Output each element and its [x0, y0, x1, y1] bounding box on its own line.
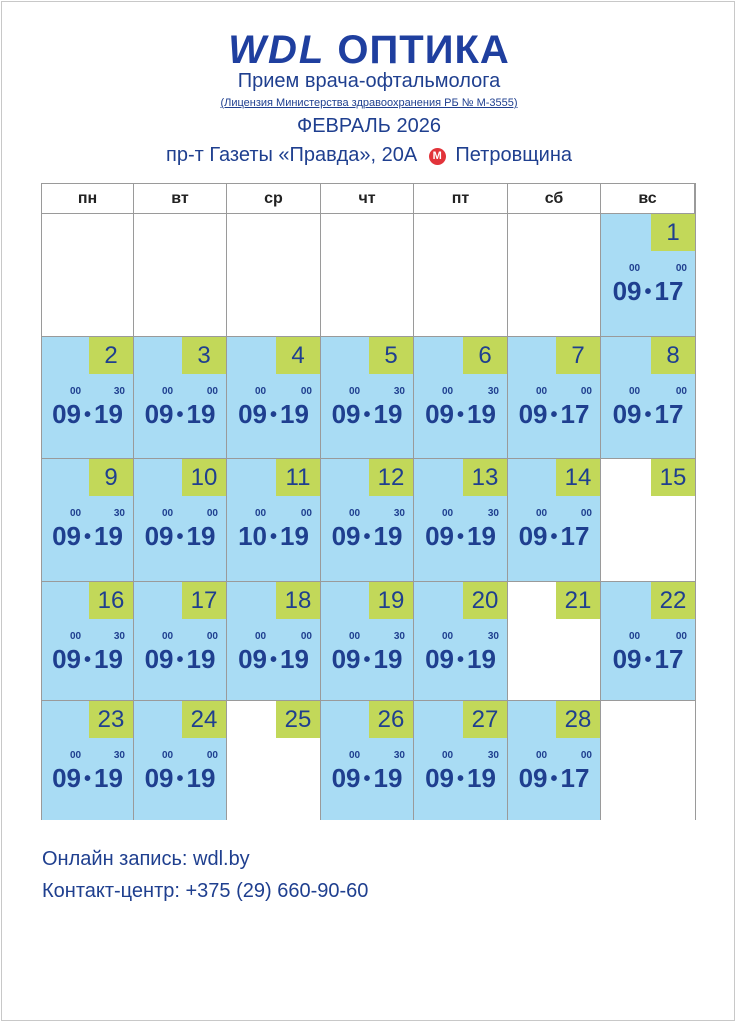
close-hour: 17: [654, 399, 684, 429]
open-minutes: 00: [70, 631, 82, 642]
calendar-day-cell: [321, 701, 414, 820]
separator-dot: •: [83, 768, 91, 790]
close-minutes: 00: [206, 386, 218, 397]
working-hours: [42, 644, 133, 675]
metro-icon: М: [429, 148, 446, 165]
calendar-day-cell: [601, 582, 695, 701]
calendar-day-cell: [601, 459, 695, 582]
calendar-day-cell: [134, 337, 227, 459]
working-hours: [134, 644, 226, 675]
working-hours: [321, 763, 413, 794]
open-minutes: 00: [70, 386, 82, 397]
day-number: 2: [89, 337, 133, 374]
separator-dot: •: [83, 526, 91, 548]
close-minutes: 00: [300, 508, 312, 519]
day-number: 24: [182, 701, 226, 738]
open-minutes: 00: [255, 508, 267, 519]
close-minutes: 30: [487, 386, 499, 397]
day-number: 28: [556, 701, 600, 738]
calendar-day-cell: [227, 582, 321, 701]
close-minutes: 30: [113, 750, 125, 761]
calendar-day-cell: [601, 337, 695, 459]
open-minutes: 00: [349, 508, 361, 519]
close-hour: 19: [94, 399, 123, 429]
separator-dot: •: [644, 649, 652, 671]
working-hours: [414, 763, 507, 794]
open-hour: 09: [612, 644, 642, 674]
logo: [0, 28, 738, 73]
working-hours: [601, 644, 695, 675]
separator-dot: •: [83, 404, 91, 426]
separator-dot: •: [550, 526, 558, 548]
calendar-day-cell: [134, 582, 227, 701]
open-hour: 09: [518, 521, 548, 551]
working-hours: [601, 276, 695, 307]
close-minutes: 00: [206, 508, 218, 519]
separator-dot: •: [644, 404, 652, 426]
page-subtitle: Прием врача-офтальмолога: [237, 70, 501, 92]
weekday-header: пт: [414, 184, 508, 214]
close-minutes: 00: [580, 750, 592, 761]
open-minutes: 00: [536, 386, 548, 397]
open-minutes: 00: [442, 631, 454, 642]
calendar-day-cell: [508, 337, 601, 459]
license-note: (Лицензия Министерства здравоохранения РБ № М-3555): [220, 97, 518, 109]
working-hours: [134, 521, 226, 552]
open-hour: 09: [331, 644, 361, 674]
working-hours: [508, 763, 600, 794]
close-hour: 19: [373, 763, 403, 793]
day-number: 12: [369, 459, 413, 496]
open-hour: 09: [144, 399, 174, 429]
working-hours: [227, 644, 320, 675]
close-minutes: 30: [113, 508, 125, 519]
calendar-day-cell: [42, 459, 134, 582]
close-hour: 17: [560, 763, 590, 793]
close-hour: 19: [94, 644, 123, 674]
calendar-day-cell: [414, 459, 508, 582]
close-minutes: 30: [393, 386, 405, 397]
open-minutes: 00: [162, 386, 174, 397]
working-hours: [42, 399, 133, 430]
separator-dot: •: [456, 768, 464, 790]
calendar-empty-cell: [414, 214, 508, 337]
close-minutes: 00: [675, 386, 687, 397]
close-minutes: 00: [675, 631, 687, 642]
calendar-empty-cell: [227, 214, 321, 337]
close-minutes: 00: [300, 386, 312, 397]
close-hour: 19: [467, 644, 496, 674]
open-minutes: 00: [255, 386, 267, 397]
calendar-day-cell: [321, 459, 414, 582]
day-number: 17: [182, 582, 226, 619]
close-hour: 19: [373, 399, 403, 429]
open-minutes: 00: [70, 750, 82, 761]
separator-dot: •: [550, 768, 558, 790]
close-minutes: 00: [206, 750, 218, 761]
separator-dot: •: [176, 768, 184, 790]
calendar-day-cell: [414, 337, 508, 459]
separator-dot: •: [269, 526, 277, 548]
open-minutes: 00: [162, 508, 174, 519]
open-minutes: 00: [162, 631, 174, 642]
calendar-day-cell: [601, 214, 695, 337]
weekday-header: ср: [227, 184, 321, 214]
separator-dot: •: [176, 526, 184, 548]
working-hours: [227, 399, 320, 430]
open-minutes: 00: [629, 263, 641, 274]
open-minutes: 00: [442, 508, 454, 519]
calendar-empty-cell: [508, 214, 601, 337]
open-minutes: 00: [349, 631, 361, 642]
close-hour: 19: [280, 521, 309, 551]
day-number: 23: [89, 701, 133, 738]
logo-brand: WDL: [228, 28, 326, 72]
separator-dot: •: [550, 404, 558, 426]
close-minutes: 00: [580, 386, 592, 397]
day-number: 21: [556, 582, 600, 619]
separator-dot: •: [363, 526, 371, 548]
working-hours: [42, 521, 133, 552]
logo-word: ОПТИКА: [337, 28, 510, 72]
working-hours: [601, 399, 695, 430]
page-title: ФЕВРАЛЬ 2026: [297, 115, 441, 137]
close-hour: 19: [467, 763, 496, 793]
separator-dot: •: [269, 649, 277, 671]
open-hour: 09: [331, 521, 361, 551]
weekday-header: сб: [508, 184, 601, 214]
open-minutes: 00: [442, 750, 454, 761]
working-hours: [134, 399, 226, 430]
close-hour: 19: [186, 644, 216, 674]
open-hour: 09: [52, 644, 81, 674]
day-number: 26: [369, 701, 413, 738]
open-minutes: 00: [162, 750, 174, 761]
open-hour: 09: [612, 276, 642, 306]
calendar-empty-cell: [321, 214, 414, 337]
close-minutes: 00: [206, 631, 218, 642]
contact-center: Контакт-центр: +375 (29) 660-90-60: [42, 880, 369, 902]
separator-dot: •: [456, 649, 464, 671]
close-hour: 19: [373, 644, 403, 674]
separator-dot: •: [176, 404, 184, 426]
day-number: 13: [463, 459, 507, 496]
calendar-day-cell: [321, 337, 414, 459]
day-number: 22: [651, 582, 695, 619]
open-minutes: 00: [255, 631, 267, 642]
day-number: 11: [276, 459, 320, 496]
day-number: 20: [463, 582, 507, 619]
separator-dot: •: [456, 404, 464, 426]
close-minutes: 00: [580, 508, 592, 519]
calendar-grid: [41, 183, 696, 820]
day-number: 15: [651, 459, 695, 496]
calendar-day-cell: [227, 459, 321, 582]
calendar-day-cell: [42, 701, 134, 820]
day-number: 16: [89, 582, 133, 619]
open-hour: 09: [612, 399, 642, 429]
address-line: [0, 144, 738, 167]
working-hours: [414, 644, 507, 675]
day-number: 9: [89, 459, 133, 496]
open-minutes: 00: [442, 386, 454, 397]
separator-dot: •: [176, 649, 184, 671]
address-text: пр-т Газеты «Правда», 20А: [166, 144, 418, 166]
day-number: 1: [651, 214, 695, 251]
close-hour: 19: [280, 644, 309, 674]
weekday-header: пн: [42, 184, 134, 214]
close-minutes: 00: [675, 263, 687, 274]
open-hour: 09: [425, 521, 454, 551]
separator-dot: •: [456, 526, 464, 548]
calendar-day-cell: [134, 701, 227, 820]
day-number: 25: [276, 701, 320, 738]
open-hour: 09: [331, 399, 361, 429]
working-hours: [414, 521, 507, 552]
calendar-empty-cell: [134, 214, 227, 337]
day-number: 19: [369, 582, 413, 619]
day-number: 6: [463, 337, 507, 374]
calendar-empty-cell: [42, 214, 134, 337]
open-hour: 09: [425, 399, 454, 429]
close-minutes: 30: [393, 750, 405, 761]
open-hour: 09: [238, 399, 267, 429]
day-number: 27: [463, 701, 507, 738]
open-hour: 09: [52, 521, 81, 551]
day-number: 3: [182, 337, 226, 374]
calendar-day-cell: [227, 701, 321, 820]
close-hour: 19: [467, 399, 496, 429]
close-hour: 19: [186, 521, 216, 551]
calendar-day-cell: [42, 337, 134, 459]
close-hour: 19: [373, 521, 403, 551]
close-hour: 19: [94, 763, 123, 793]
close-minutes: 30: [113, 386, 125, 397]
open-hour: 09: [144, 521, 174, 551]
open-hour: 09: [144, 644, 174, 674]
working-hours: [508, 521, 600, 552]
weekday-header: вс: [601, 184, 695, 214]
open-minutes: 00: [629, 631, 641, 642]
open-minutes: 00: [349, 750, 361, 761]
open-minutes: 00: [536, 750, 548, 761]
open-hour: 09: [518, 399, 548, 429]
close-minutes: 30: [487, 508, 499, 519]
calendar-day-cell: [42, 582, 134, 701]
working-hours: [227, 521, 320, 552]
close-hour: 19: [280, 399, 309, 429]
close-minutes: 30: [393, 508, 405, 519]
day-number: 14: [556, 459, 600, 496]
calendar-empty-cell: [601, 701, 695, 820]
day-number: 8: [651, 337, 695, 374]
weekday-header: вт: [134, 184, 227, 214]
open-hour: 09: [52, 763, 81, 793]
metro-station: Петровщина: [455, 144, 572, 166]
separator-dot: •: [644, 281, 652, 303]
close-minutes: 30: [393, 631, 405, 642]
open-hour: 09: [144, 763, 174, 793]
calendar-day-cell: [508, 701, 601, 820]
close-hour: 19: [467, 521, 496, 551]
online-booking: Онлайн запись: wdl.by: [42, 848, 250, 870]
open-minutes: 00: [70, 508, 82, 519]
open-hour: 09: [52, 399, 81, 429]
close-minutes: 30: [487, 631, 499, 642]
calendar-day-cell: [508, 582, 601, 701]
open-hour: 10: [238, 521, 267, 551]
close-minutes: 30: [487, 750, 499, 761]
close-hour: 19: [94, 521, 123, 551]
separator-dot: •: [269, 404, 277, 426]
close-minutes: 00: [300, 631, 312, 642]
open-hour: 09: [331, 763, 361, 793]
close-hour: 17: [560, 521, 590, 551]
weekday-header: чт: [321, 184, 414, 214]
calendar-day-cell: [321, 582, 414, 701]
open-hour: 09: [238, 644, 267, 674]
close-hour: 17: [654, 644, 684, 674]
separator-dot: •: [83, 649, 91, 671]
open-minutes: 00: [629, 386, 641, 397]
open-minutes: 00: [349, 386, 361, 397]
working-hours: [321, 399, 413, 430]
open-hour: 09: [518, 763, 548, 793]
separator-dot: •: [363, 404, 371, 426]
working-hours: [508, 399, 600, 430]
day-number: 18: [276, 582, 320, 619]
working-hours: [414, 399, 507, 430]
close-hour: 19: [186, 399, 216, 429]
calendar-day-cell: [414, 582, 508, 701]
open-hour: 09: [425, 763, 454, 793]
day-number: 7: [556, 337, 600, 374]
close-hour: 17: [560, 399, 590, 429]
open-hour: 09: [425, 644, 454, 674]
day-number: 4: [276, 337, 320, 374]
working-hours: [42, 763, 133, 794]
working-hours: [134, 763, 226, 794]
close-hour: 17: [654, 276, 684, 306]
calendar-day-cell: [414, 701, 508, 820]
close-minutes: 30: [113, 631, 125, 642]
separator-dot: •: [363, 649, 371, 671]
day-number: 10: [182, 459, 226, 496]
calendar-day-cell: [134, 459, 227, 582]
working-hours: [321, 644, 413, 675]
close-hour: 19: [186, 763, 216, 793]
calendar-day-cell: [508, 459, 601, 582]
day-number: 5: [369, 337, 413, 374]
working-hours: [321, 521, 413, 552]
separator-dot: •: [363, 768, 371, 790]
calendar-day-cell: [227, 337, 321, 459]
open-minutes: 00: [536, 508, 548, 519]
